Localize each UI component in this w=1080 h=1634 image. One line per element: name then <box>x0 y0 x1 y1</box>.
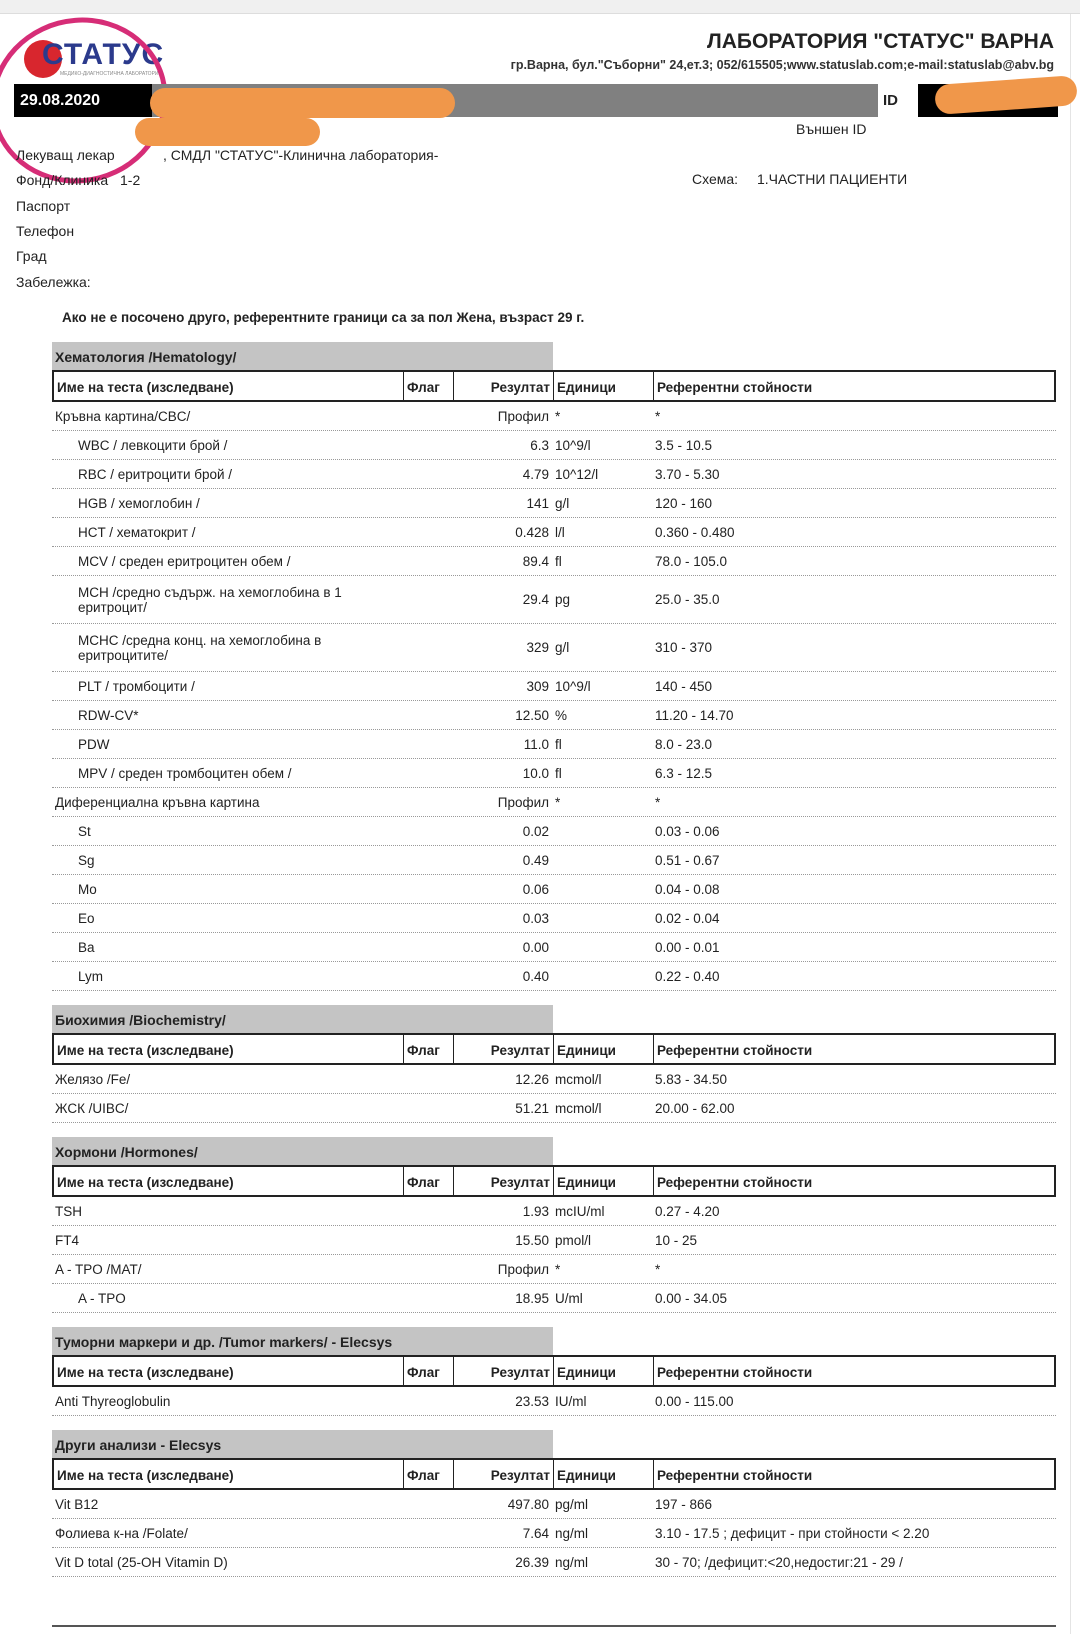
table-row <box>52 489 1056 518</box>
unit: fl <box>555 736 562 752</box>
test-name: Mo <box>78 881 97 897</box>
result: 23.53 <box>515 1393 549 1409</box>
test-name: St <box>78 823 91 839</box>
reference-range: 3.5 - 10.5 <box>655 437 713 453</box>
table-header <box>52 370 1056 402</box>
reference-range: 0.00 - 34.05 <box>655 1290 728 1306</box>
column-header-unit: Единици <box>554 1460 654 1488</box>
table-row <box>52 518 1056 547</box>
test-name: HCT / хематокрит / <box>78 524 196 540</box>
table-row <box>52 1065 1056 1094</box>
test-name: MCHC /средна конц. на хемоглобина в еритроцитите/ <box>78 632 322 663</box>
section-title: Други анализи - Elecsys <box>52 1430 553 1458</box>
table-row <box>52 576 1056 624</box>
schema-label: Схема: <box>692 171 739 187</box>
logo-text: СТАТУС <box>42 38 165 71</box>
doctor-value: , СМДЛ "СТАТУС"-Клинична лаборатория- <box>163 147 439 163</box>
results-section <box>52 1430 1056 1577</box>
city-label: Град <box>16 248 47 264</box>
unit: 10^9/l <box>555 437 591 453</box>
column-header-flag: Флаг <box>404 1460 454 1488</box>
table-row <box>52 402 1056 431</box>
test-name: Vit B12 <box>55 1496 99 1512</box>
reference-range: 5.83 - 34.50 <box>655 1071 728 1087</box>
test-name: Диференциална кръвна картина <box>55 794 260 810</box>
reference-range: 0.00 - 0.01 <box>655 939 720 955</box>
passport-label: Паспорт <box>16 198 71 214</box>
test-name: A - TPO /MAT/ <box>55 1261 142 1277</box>
footer-divider <box>52 1625 1056 1627</box>
result: 0.40 <box>522 968 549 984</box>
table-row <box>52 904 1056 933</box>
column-header-flag: Флаг <box>404 372 454 400</box>
result: 7.64 <box>522 1525 549 1541</box>
reference-range: 3.70 - 5.30 <box>655 466 720 482</box>
column-header-reference-range: Референтни стойности <box>657 1468 813 1483</box>
section-title: Хематология /Hematology/ <box>52 342 553 370</box>
test-name: A - TPO <box>78 1290 126 1306</box>
table-row <box>52 672 1056 701</box>
result: 11.0 <box>523 736 549 752</box>
result: 0.00 <box>522 939 549 955</box>
section-title: Хормони /Hormones/ <box>52 1137 553 1165</box>
reference-note: Ако не е посочено друго, референтните граници са за пол Жена, възраст 29 г. <box>62 310 585 325</box>
reference-range: 10 - 25 <box>655 1232 698 1248</box>
reference-range: 0.03 - 0.06 <box>655 823 720 839</box>
result: Профил <box>497 1261 549 1277</box>
table-header <box>52 1033 1056 1065</box>
unit: ng/ml <box>555 1554 589 1570</box>
test-name: TSH <box>55 1203 82 1219</box>
table-header <box>52 1355 1056 1387</box>
unit: ng/ml <box>555 1525 589 1541</box>
result: Профил <box>497 794 549 810</box>
unit: g/l <box>555 495 570 511</box>
table-row <box>52 1284 1056 1313</box>
report-date: 29.08.2020 <box>14 84 152 117</box>
unit: * <box>555 1261 561 1277</box>
result: 29.4 <box>522 592 549 607</box>
reference-range: 25.0 - 35.0 <box>655 592 720 607</box>
table-row <box>52 933 1056 962</box>
unit: pmol/l <box>555 1232 592 1248</box>
result: 89.4 <box>522 553 549 569</box>
result: 51.21 <box>515 1100 549 1116</box>
result: 12.50 <box>515 707 549 723</box>
page-edge <box>1070 14 1080 1634</box>
test-name: Vit D total (25-OH Vitamin D) <box>55 1554 228 1570</box>
test-name: PDW <box>78 736 110 752</box>
test-name: FT4 <box>55 1232 80 1248</box>
table-row <box>52 624 1056 672</box>
column-header-flag: Флаг <box>404 1167 454 1195</box>
result: 141 <box>526 495 549 511</box>
column-header-reference-range: Референтни стойности <box>657 1175 813 1190</box>
reference-range: 8.0 - 23.0 <box>655 736 713 752</box>
logo-subtitle: МЕДИКО-ДИАГНОСТИЧНА ЛАБОРАТОРИЯ <box>60 71 163 77</box>
reference-range: 11.20 - 14.70 <box>655 707 734 723</box>
external-id-label: Външен ID <box>796 121 867 137</box>
column-header-result: Резултат <box>454 1035 554 1063</box>
table-row <box>52 547 1056 576</box>
test-name: MPV / среден тромбоцитен обем / <box>78 765 292 781</box>
result: 0.02 <box>522 823 549 839</box>
reference-range: 78.0 - 105.0 <box>655 553 728 569</box>
result: 0.03 <box>522 910 549 926</box>
section-title: Туморни маркери и др. /Tumor markers/ - Elecsys <box>52 1327 553 1355</box>
reference-range: 0.51 - 0.67 <box>655 852 720 868</box>
section-title: Биохимия /Biochemistry/ <box>52 1005 553 1033</box>
reference-range: 0.22 - 0.40 <box>655 968 720 984</box>
test-name: RBC / еритроцити брой / <box>78 466 233 482</box>
result: 0.49 <box>522 852 549 868</box>
test-name: Кръвна картина/CBC/ <box>55 408 191 424</box>
doctor-label: Лекуващ лекар <box>16 147 115 163</box>
test-name: HGB / хемоглобин / <box>78 495 200 511</box>
result: 26.39 <box>515 1554 549 1570</box>
result: 309 <box>526 678 549 694</box>
table-row <box>52 1548 1056 1577</box>
table-row <box>52 701 1056 730</box>
remark-label: Забележка: <box>16 274 91 290</box>
reference-range: 0.360 - 0.480 <box>655 524 735 540</box>
test-name: RDW-CV* <box>78 707 139 723</box>
result: 1.93 <box>522 1203 549 1219</box>
unit: fl <box>555 765 562 781</box>
column-header-result: Резултат <box>454 1357 554 1385</box>
reference-range: 0.27 - 4.20 <box>655 1203 720 1219</box>
redaction-mark <box>135 118 320 146</box>
column-header-test-name: Име на теста (изследване) <box>54 1357 404 1385</box>
lab-title: ЛАБОРАТОРИЯ "СТАТУС" ВАРНА <box>707 30 1054 53</box>
test-name: PLT / тромбоцити / <box>78 678 195 694</box>
id-label: ID <box>883 92 898 109</box>
column-header-unit: Единици <box>554 372 654 400</box>
reference-range: 0.04 - 0.08 <box>655 881 720 897</box>
fund-value: 1-2 <box>120 172 141 188</box>
reference-range: 30 - 70; /дефицит:<20,недостиг:21 - 29 / <box>655 1554 903 1570</box>
reference-range: 0.00 - 115.00 <box>655 1393 734 1409</box>
test-name: Ba <box>78 939 95 955</box>
table-row <box>52 730 1056 759</box>
test-name: ЖСК /UIBC/ <box>55 1100 129 1116</box>
results-section <box>52 1327 1056 1416</box>
test-name: Lym <box>78 968 104 984</box>
redaction-mark <box>150 88 455 118</box>
reference-range: 0.02 - 0.04 <box>655 910 720 926</box>
test-name: Желязо /Fe/ <box>55 1071 131 1087</box>
unit: U/ml <box>555 1290 583 1306</box>
unit: * <box>555 794 561 810</box>
lab-address: гр.Варна, бул."Съборни" 24,ет.3; 052/615505;www.statuslab.com;e-mail:statuslab@abv.bg <box>510 58 1054 72</box>
unit: fl <box>555 553 562 569</box>
unit: pg/ml <box>555 1496 589 1512</box>
reference-range: * <box>655 794 661 810</box>
unit: l/l <box>555 524 565 540</box>
table-row <box>52 1519 1056 1548</box>
table-row <box>52 817 1056 846</box>
reference-range: * <box>655 1261 661 1277</box>
test-name: Anti Thyreoglobulin <box>55 1393 171 1409</box>
reference-range: * <box>655 408 661 424</box>
unit: % <box>555 707 568 723</box>
table-row <box>52 759 1056 788</box>
result: 18.95 <box>515 1290 549 1306</box>
table-row <box>52 1255 1056 1284</box>
table-row <box>52 962 1056 991</box>
unit: mcIU/ml <box>555 1203 605 1219</box>
table-row <box>52 846 1056 875</box>
unit: mcmol/l <box>555 1071 602 1087</box>
browser-top-bar <box>0 0 1080 14</box>
unit: 10^9/l <box>555 678 591 694</box>
column-header-test-name: Име на теста (изследване) <box>54 1460 404 1488</box>
result: 0.428 <box>515 524 549 540</box>
unit: * <box>555 408 561 424</box>
column-header-test-name: Име на теста (изследване) <box>54 372 404 400</box>
results-section <box>52 1137 1056 1313</box>
unit: g/l <box>555 640 570 655</box>
test-name: MCH /средно съдърж. на хемоглобина в 1 еритроцит/ <box>78 584 342 615</box>
result: 4.79 <box>522 466 549 482</box>
results-section <box>52 1005 1056 1123</box>
test-name: MCV / среден еритроцитен обем / <box>78 553 291 569</box>
test-name: Eo <box>78 910 95 926</box>
column-header-reference-range: Референтни стойности <box>657 1043 813 1058</box>
table-row <box>52 1197 1056 1226</box>
table-row <box>52 1226 1056 1255</box>
column-header-test-name: Име на теста (изследване) <box>54 1167 404 1195</box>
column-header-test-name: Име на теста (изследване) <box>54 1035 404 1063</box>
reference-range: 197 - 866 <box>655 1496 713 1512</box>
column-header-unit: Единици <box>554 1357 654 1385</box>
column-header-unit: Единици <box>554 1167 654 1195</box>
reference-range: 6.3 - 12.5 <box>655 765 713 781</box>
results-section <box>52 342 1056 991</box>
table-row <box>52 1387 1056 1416</box>
reference-range: 120 - 160 <box>655 495 713 511</box>
column-header-result: Резултат <box>454 1167 554 1195</box>
test-name: Фолиева к-на /Folate/ <box>55 1525 188 1541</box>
table-row <box>52 875 1056 904</box>
schema-value: 1.ЧАСТНИ ПАЦИЕНТИ <box>757 171 908 187</box>
table-row <box>52 1490 1056 1519</box>
test-name: Sg <box>78 852 95 868</box>
column-header-result: Резултат <box>454 1460 554 1488</box>
table-header <box>52 1458 1056 1490</box>
column-header-flag: Флаг <box>404 1035 454 1063</box>
table-header <box>52 1165 1056 1197</box>
result: 15.50 <box>515 1232 549 1248</box>
column-header-flag: Флаг <box>404 1357 454 1385</box>
column-header-unit: Единици <box>554 1035 654 1063</box>
unit: mcmol/l <box>555 1100 602 1116</box>
table-row <box>52 460 1056 489</box>
result: 12.26 <box>515 1071 549 1087</box>
reference-range: 20.00 - 62.00 <box>655 1100 735 1116</box>
table-row <box>52 431 1056 460</box>
table-row <box>52 1094 1056 1123</box>
table-row <box>52 788 1056 817</box>
column-header-reference-range: Референтни стойности <box>657 380 813 395</box>
reference-range: 310 - 370 <box>655 640 713 655</box>
unit: IU/ml <box>555 1393 587 1409</box>
result: Профил <box>497 408 549 424</box>
reference-range: 140 - 450 <box>655 678 713 694</box>
column-header-result: Резултат <box>454 372 554 400</box>
unit: 10^12/l <box>555 466 599 482</box>
reference-range: 3.10 - 17.5 ; дефицит - при стойности < 2.20 <box>655 1525 930 1541</box>
results-report <box>52 342 1056 1591</box>
result: 329 <box>526 640 549 655</box>
result: 497.80 <box>507 1496 549 1512</box>
phone-label: Телефон <box>16 223 75 239</box>
fund-label: Фонд/Клиника <box>16 172 109 188</box>
result: 6.3 <box>530 437 549 453</box>
result: 0.06 <box>522 881 549 897</box>
column-header-reference-range: Референтни стойности <box>657 1365 813 1380</box>
result: 10.0 <box>522 765 549 781</box>
test-name: WBC / левкоцити брой / <box>78 437 228 453</box>
unit: pg <box>555 592 571 607</box>
